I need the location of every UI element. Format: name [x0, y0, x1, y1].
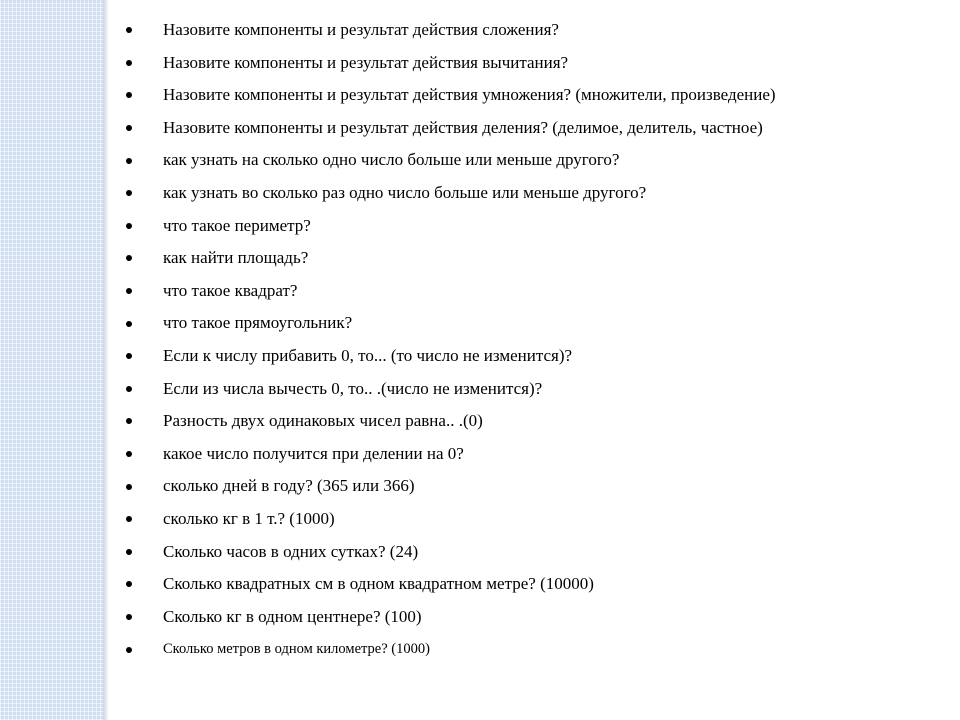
question-text: Сколько часов в одних сутках? (24) [163, 541, 419, 561]
bullet-icon [126, 516, 132, 522]
bullet-icon [126, 386, 132, 392]
decorative-side-band [0, 0, 103, 720]
question-text: Назовите компоненты и результат действия сложения? [163, 20, 559, 39]
side-band-shadow [103, 0, 109, 720]
question-text: Сколько метров в одном километре? (1000) [163, 641, 430, 658]
question-text: сколько дней в году? (365 или 366) [163, 476, 415, 496]
question-text: Если к числу прибавить 0, то... (то число не изменится)? [163, 345, 573, 365]
bullet-icon [126, 321, 132, 327]
bullet-icon [126, 418, 132, 424]
question-item [122, 242, 776, 275]
question-item [122, 14, 776, 47]
bullet-icon [126, 158, 132, 164]
question-item [122, 210, 776, 243]
question-text: Сколько кг в одном центнере? (100) [163, 606, 422, 626]
bullet-icon [126, 581, 132, 587]
question-text: что такое периметр? [163, 215, 311, 235]
question-list [122, 14, 776, 666]
question-text: Если из числа вычесть 0, то.. .(число не изменится)? [163, 378, 543, 398]
bullet-icon [126, 288, 132, 294]
question-item [122, 536, 776, 569]
question-item [122, 275, 776, 308]
question-item [122, 601, 776, 634]
question-text: сколько кг в 1 т.? (1000) [163, 508, 335, 528]
bullet-icon [126, 125, 132, 131]
question-text: как узнать во сколько раз одно число больше или меньше другого? [163, 182, 647, 202]
question-item [122, 340, 776, 373]
bullet-icon [126, 484, 132, 490]
question-item [122, 177, 776, 210]
question-item [122, 470, 776, 503]
question-item [122, 47, 776, 80]
question-item [122, 373, 776, 406]
bullet-icon [126, 647, 132, 653]
question-item [122, 144, 776, 177]
bullet-icon [126, 549, 132, 555]
question-item [122, 112, 776, 145]
bullet-icon [126, 223, 132, 229]
bullet-icon [126, 353, 132, 359]
question-text: какое число получится при делении на 0? [163, 443, 464, 463]
question-text: Сколько квадратных см в одном квадратном метре? (10000) [163, 574, 594, 594]
question-text: Назовите компоненты и результат действия вычитания? [163, 52, 569, 72]
bullet-icon [126, 60, 132, 66]
question-text: как найти площадь? [163, 248, 309, 268]
bullet-icon [126, 190, 132, 196]
bullet-icon [126, 92, 132, 98]
bullet-icon [126, 451, 132, 457]
question-item [122, 503, 776, 536]
question-text: Назовите компоненты и результат действия умножения? (множители, произведение) [163, 85, 776, 105]
question-text: что такое прямоугольник? [163, 313, 353, 333]
question-text: Назовите компоненты и результат действия деления? (делимое, делитель, частное) [163, 117, 763, 137]
question-item [122, 438, 776, 471]
question-text: как узнать на сколько одно число больше или меньше другого? [163, 150, 620, 170]
question-text: Разность двух одинаковых чисел равна.. .(0) [163, 411, 483, 431]
question-item [122, 633, 776, 666]
bullet-icon [126, 255, 132, 261]
question-text: что такое квадрат? [163, 280, 298, 300]
question-item [122, 79, 776, 112]
bullet-icon [126, 614, 132, 620]
bullet-icon [126, 27, 132, 33]
question-item [122, 568, 776, 601]
question-item [122, 307, 776, 340]
question-item [122, 405, 776, 438]
